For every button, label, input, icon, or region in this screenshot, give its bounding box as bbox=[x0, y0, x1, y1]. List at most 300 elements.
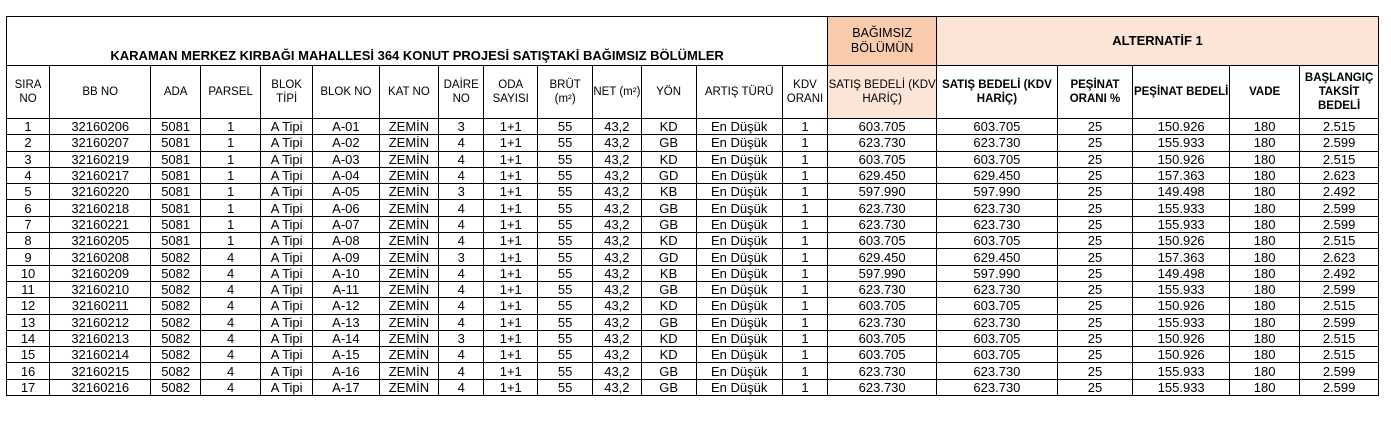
cell-satis-bedeli-bagimsiz: 603.705 bbox=[828, 119, 937, 135]
cell-oda-sayisi: 1+1 bbox=[484, 347, 538, 363]
cell-oda-sayisi: 1+1 bbox=[484, 281, 538, 297]
cell-net: 43,2 bbox=[593, 314, 641, 330]
cell-taksit-bedeli: 2.515 bbox=[1300, 330, 1379, 346]
cell-ada: 5081 bbox=[151, 184, 201, 200]
cell-taksit-bedeli: 2.492 bbox=[1300, 265, 1379, 281]
cell-kat-no: ZEMİN bbox=[379, 347, 438, 363]
cell-sira: 14 bbox=[7, 330, 50, 346]
cell-blok-no: A-12 bbox=[313, 298, 380, 314]
col-header-oda: ODA SAYISI bbox=[484, 66, 538, 119]
cell-pesinat-orani: 25 bbox=[1057, 200, 1132, 216]
cell-vade: 180 bbox=[1230, 265, 1300, 281]
cell-artis-turu: En Düşük bbox=[696, 119, 782, 135]
cell-bb-no: 32160216 bbox=[50, 379, 151, 395]
cell-blok-tipi: A Tipi bbox=[261, 167, 313, 183]
col-header-satis-bagimsiz: SATIŞ BEDELİ (KDV HARİÇ) bbox=[828, 66, 937, 119]
cell-blok-no: A-05 bbox=[313, 184, 380, 200]
cell-brut: 55 bbox=[538, 347, 593, 363]
table-row bbox=[7, 330, 1379, 346]
cell-artis-turu: En Düşük bbox=[696, 281, 782, 297]
cell-pesinat-bedeli: 155.933 bbox=[1133, 135, 1230, 151]
cell-yon: KB bbox=[641, 265, 696, 281]
cell-satis-bedeli-alt: 597.990 bbox=[937, 184, 1058, 200]
table-row bbox=[7, 265, 1379, 281]
cell-satis-bedeli-alt: 623.730 bbox=[937, 363, 1058, 379]
table-row bbox=[7, 379, 1379, 395]
cell-pesinat-bedeli: 157.363 bbox=[1133, 249, 1230, 265]
cell-satis-bedeli-bagimsiz: 623.730 bbox=[828, 135, 937, 151]
cell-artis-turu: En Düşük bbox=[696, 298, 782, 314]
table-row bbox=[7, 119, 1379, 135]
cell-satis-bedeli-alt: 603.705 bbox=[937, 233, 1058, 249]
cell-taksit-bedeli: 2.515 bbox=[1300, 151, 1379, 167]
cell-kat-no: ZEMİN bbox=[379, 200, 438, 216]
cell-vade: 180 bbox=[1230, 167, 1300, 183]
cell-pesinat-orani: 25 bbox=[1057, 281, 1132, 297]
cell-pesinat-bedeli: 150.926 bbox=[1133, 233, 1230, 249]
cell-kdv-orani: 1 bbox=[782, 249, 827, 265]
cell-ada: 5081 bbox=[151, 167, 201, 183]
cell-blok-tipi: A Tipi bbox=[261, 216, 313, 232]
table-row bbox=[7, 151, 1379, 167]
cell-vade: 180 bbox=[1230, 200, 1300, 216]
cell-satis-bedeli-alt: 603.705 bbox=[937, 298, 1058, 314]
cell-taksit-bedeli: 2.599 bbox=[1300, 314, 1379, 330]
cell-sira: 3 bbox=[7, 151, 50, 167]
cell-net: 43,2 bbox=[593, 298, 641, 314]
cell-net: 43,2 bbox=[593, 233, 641, 249]
cell-oda-sayisi: 1+1 bbox=[484, 379, 538, 395]
col-header-blok-no: BLOK NO bbox=[313, 66, 380, 119]
cell-parsel: 1 bbox=[200, 167, 260, 183]
cell-brut: 55 bbox=[538, 265, 593, 281]
cell-artis-turu: En Düşük bbox=[696, 249, 782, 265]
cell-pesinat-orani: 25 bbox=[1057, 135, 1132, 151]
cell-brut: 55 bbox=[538, 200, 593, 216]
cell-daire-no: 4 bbox=[439, 347, 484, 363]
cell-blok-tipi: A Tipi bbox=[261, 330, 313, 346]
table-row bbox=[7, 135, 1379, 151]
cell-sira: 4 bbox=[7, 167, 50, 183]
cell-oda-sayisi: 1+1 bbox=[484, 330, 538, 346]
cell-parsel: 4 bbox=[200, 363, 260, 379]
col-header-kdv: KDV ORANI bbox=[782, 66, 827, 119]
cell-pesinat-bedeli: 157.363 bbox=[1133, 167, 1230, 183]
cell-brut: 55 bbox=[538, 363, 593, 379]
cell-yon: GB bbox=[641, 379, 696, 395]
table-row bbox=[7, 200, 1379, 216]
cell-kdv-orani: 1 bbox=[782, 298, 827, 314]
cell-sira: 11 bbox=[7, 281, 50, 297]
cell-daire-no: 3 bbox=[439, 119, 484, 135]
cell-ada: 5082 bbox=[151, 281, 201, 297]
cell-yon: GD bbox=[641, 249, 696, 265]
cell-pesinat-bedeli: 155.933 bbox=[1133, 314, 1230, 330]
cell-blok-no: A-17 bbox=[313, 379, 380, 395]
cell-taksit-bedeli: 2.515 bbox=[1300, 233, 1379, 249]
cell-pesinat-bedeli: 150.926 bbox=[1133, 330, 1230, 346]
cell-daire-no: 4 bbox=[439, 216, 484, 232]
cell-pesinat-bedeli: 155.933 bbox=[1133, 216, 1230, 232]
cell-sira: 13 bbox=[7, 314, 50, 330]
cell-blok-no: A-01 bbox=[313, 119, 380, 135]
cell-vade: 180 bbox=[1230, 119, 1300, 135]
cell-kdv-orani: 1 bbox=[782, 151, 827, 167]
cell-yon: GB bbox=[641, 200, 696, 216]
cell-sira: 10 bbox=[7, 265, 50, 281]
table-row bbox=[7, 184, 1379, 200]
cell-vade: 180 bbox=[1230, 281, 1300, 297]
cell-satis-bedeli-alt: 603.705 bbox=[937, 119, 1058, 135]
cell-artis-turu: En Düşük bbox=[696, 265, 782, 281]
cell-brut: 55 bbox=[538, 167, 593, 183]
cell-yon: KD bbox=[641, 330, 696, 346]
cell-yon: GB bbox=[641, 363, 696, 379]
col-header-kat: KAT NO bbox=[379, 66, 438, 119]
cell-satis-bedeli-alt: 629.450 bbox=[937, 167, 1058, 183]
cell-parsel: 1 bbox=[200, 216, 260, 232]
cell-sira: 17 bbox=[7, 379, 50, 395]
cell-parsel: 1 bbox=[200, 119, 260, 135]
cell-daire-no: 4 bbox=[439, 281, 484, 297]
cell-satis-bedeli-bagimsiz: 623.730 bbox=[828, 379, 937, 395]
cell-blok-tipi: A Tipi bbox=[261, 314, 313, 330]
col-header-taksit: BAŞLANGIÇ TAKSİT BEDELİ bbox=[1300, 66, 1379, 119]
cell-satis-bedeli-alt: 603.705 bbox=[937, 330, 1058, 346]
cell-kat-no: ZEMİN bbox=[379, 379, 438, 395]
cell-artis-turu: En Düşük bbox=[696, 330, 782, 346]
cell-oda-sayisi: 1+1 bbox=[484, 216, 538, 232]
cell-sira: 5 bbox=[7, 184, 50, 200]
cell-vade: 180 bbox=[1230, 233, 1300, 249]
cell-satis-bedeli-bagimsiz: 629.450 bbox=[828, 249, 937, 265]
cell-kat-no: ZEMİN bbox=[379, 119, 438, 135]
cell-kat-no: ZEMİN bbox=[379, 265, 438, 281]
cell-brut: 55 bbox=[538, 281, 593, 297]
cell-parsel: 1 bbox=[200, 151, 260, 167]
cell-net: 43,2 bbox=[593, 249, 641, 265]
cell-pesinat-bedeli: 155.933 bbox=[1133, 363, 1230, 379]
table-row bbox=[7, 298, 1379, 314]
cell-satis-bedeli-bagimsiz: 623.730 bbox=[828, 216, 937, 232]
cell-daire-no: 3 bbox=[439, 330, 484, 346]
cell-kdv-orani: 1 bbox=[782, 216, 827, 232]
cell-parsel: 4 bbox=[200, 281, 260, 297]
cell-pesinat-orani: 25 bbox=[1057, 363, 1132, 379]
cell-vade: 180 bbox=[1230, 184, 1300, 200]
cell-sira: 12 bbox=[7, 298, 50, 314]
cell-parsel: 4 bbox=[200, 298, 260, 314]
cell-blok-no: A-02 bbox=[313, 135, 380, 151]
cell-ada: 5082 bbox=[151, 298, 201, 314]
cell-blok-tipi: A Tipi bbox=[261, 265, 313, 281]
cell-kat-no: ZEMİN bbox=[379, 216, 438, 232]
cell-pesinat-orani: 25 bbox=[1057, 249, 1132, 265]
cell-brut: 55 bbox=[538, 249, 593, 265]
cell-blok-no: A-15 bbox=[313, 347, 380, 363]
cell-vade: 180 bbox=[1230, 363, 1300, 379]
cell-pesinat-orani: 25 bbox=[1057, 151, 1132, 167]
cell-brut: 55 bbox=[538, 135, 593, 151]
cell-net: 43,2 bbox=[593, 151, 641, 167]
cell-kat-no: ZEMİN bbox=[379, 135, 438, 151]
cell-pesinat-orani: 25 bbox=[1057, 298, 1132, 314]
cell-ada: 5081 bbox=[151, 119, 201, 135]
cell-satis-bedeli-bagimsiz: 603.705 bbox=[828, 347, 937, 363]
cell-kdv-orani: 1 bbox=[782, 184, 827, 200]
cell-sira: 1 bbox=[7, 119, 50, 135]
cell-oda-sayisi: 1+1 bbox=[484, 200, 538, 216]
group-header-alternatif: ALTERNATİF 1 bbox=[937, 17, 1379, 66]
cell-satis-bedeli-alt: 623.730 bbox=[937, 216, 1058, 232]
cell-yon: KD bbox=[641, 119, 696, 135]
cell-bb-no: 32160207 bbox=[50, 135, 151, 151]
cell-blok-no: A-06 bbox=[313, 200, 380, 216]
cell-parsel: 4 bbox=[200, 379, 260, 395]
cell-bb-no: 32160209 bbox=[50, 265, 151, 281]
cell-brut: 55 bbox=[538, 298, 593, 314]
col-header-ada: ADA bbox=[151, 66, 201, 119]
cell-ada: 5081 bbox=[151, 216, 201, 232]
cell-blok-no: A-08 bbox=[313, 233, 380, 249]
cell-parsel: 1 bbox=[200, 184, 260, 200]
cell-vade: 180 bbox=[1230, 379, 1300, 395]
cell-kat-no: ZEMİN bbox=[379, 314, 438, 330]
cell-oda-sayisi: 1+1 bbox=[484, 119, 538, 135]
cell-satis-bedeli-bagimsiz: 603.705 bbox=[828, 151, 937, 167]
cell-pesinat-bedeli: 155.933 bbox=[1133, 200, 1230, 216]
cell-artis-turu: En Düşük bbox=[696, 167, 782, 183]
cell-satis-bedeli-bagimsiz: 597.990 bbox=[828, 265, 937, 281]
cell-blok-tipi: A Tipi bbox=[261, 379, 313, 395]
cell-net: 43,2 bbox=[593, 119, 641, 135]
cell-daire-no: 4 bbox=[439, 298, 484, 314]
cell-parsel: 4 bbox=[200, 314, 260, 330]
cell-kat-no: ZEMİN bbox=[379, 330, 438, 346]
cell-satis-bedeli-bagimsiz: 597.990 bbox=[828, 184, 937, 200]
cell-blok-tipi: A Tipi bbox=[261, 363, 313, 379]
cell-yon: KD bbox=[641, 298, 696, 314]
col-header-yon: YÖN bbox=[641, 66, 696, 119]
cell-daire-no: 4 bbox=[439, 379, 484, 395]
cell-pesinat-bedeli: 150.926 bbox=[1133, 298, 1230, 314]
cell-taksit-bedeli: 2.599 bbox=[1300, 216, 1379, 232]
col-header-pesinat-bedeli: PEŞİNAT BEDELİ bbox=[1133, 66, 1230, 119]
cell-artis-turu: En Düşük bbox=[696, 200, 782, 216]
cell-blok-tipi: A Tipi bbox=[261, 200, 313, 216]
cell-daire-no: 4 bbox=[439, 200, 484, 216]
cell-brut: 55 bbox=[538, 119, 593, 135]
cell-pesinat-bedeli: 150.926 bbox=[1133, 119, 1230, 135]
cell-yon: KD bbox=[641, 151, 696, 167]
cell-pesinat-orani: 25 bbox=[1057, 233, 1132, 249]
cell-blok-tipi: A Tipi bbox=[261, 347, 313, 363]
cell-satis-bedeli-bagimsiz: 603.705 bbox=[828, 233, 937, 249]
cell-yon: KD bbox=[641, 347, 696, 363]
cell-brut: 55 bbox=[538, 216, 593, 232]
cell-pesinat-orani: 25 bbox=[1057, 167, 1132, 183]
cell-brut: 55 bbox=[538, 379, 593, 395]
cell-blok-tipi: A Tipi bbox=[261, 281, 313, 297]
cell-taksit-bedeli: 2.515 bbox=[1300, 347, 1379, 363]
cell-brut: 55 bbox=[538, 184, 593, 200]
cell-brut: 55 bbox=[538, 233, 593, 249]
cell-oda-sayisi: 1+1 bbox=[484, 314, 538, 330]
cell-daire-no: 4 bbox=[439, 314, 484, 330]
table-row bbox=[7, 363, 1379, 379]
cell-pesinat-orani: 25 bbox=[1057, 314, 1132, 330]
cell-net: 43,2 bbox=[593, 265, 641, 281]
cell-net: 43,2 bbox=[593, 167, 641, 183]
cell-satis-bedeli-bagimsiz: 629.450 bbox=[828, 167, 937, 183]
cell-sira: 7 bbox=[7, 216, 50, 232]
table-row bbox=[7, 249, 1379, 265]
cell-bb-no: 32160214 bbox=[50, 347, 151, 363]
cell-net: 43,2 bbox=[593, 135, 641, 151]
cell-satis-bedeli-bagimsiz: 623.730 bbox=[828, 281, 937, 297]
cell-ada: 5082 bbox=[151, 363, 201, 379]
cell-blok-no: A-16 bbox=[313, 363, 380, 379]
cell-parsel: 4 bbox=[200, 330, 260, 346]
cell-kat-no: ZEMİN bbox=[379, 167, 438, 183]
cell-vade: 180 bbox=[1230, 298, 1300, 314]
cell-satis-bedeli-alt: 623.730 bbox=[937, 200, 1058, 216]
cell-satis-bedeli-bagimsiz: 603.705 bbox=[828, 330, 937, 346]
cell-pesinat-bedeli: 155.933 bbox=[1133, 281, 1230, 297]
cell-satis-bedeli-alt: 623.730 bbox=[937, 281, 1058, 297]
cell-bb-no: 32160219 bbox=[50, 151, 151, 167]
cell-taksit-bedeli: 2.599 bbox=[1300, 379, 1379, 395]
cell-pesinat-bedeli: 149.498 bbox=[1133, 265, 1230, 281]
cell-bb-no: 32160218 bbox=[50, 200, 151, 216]
cell-satis-bedeli-bagimsiz: 623.730 bbox=[828, 314, 937, 330]
cell-ada: 5082 bbox=[151, 314, 201, 330]
cell-kdv-orani: 1 bbox=[782, 363, 827, 379]
cell-taksit-bedeli: 2.599 bbox=[1300, 135, 1379, 151]
table-row bbox=[7, 167, 1379, 183]
cell-taksit-bedeli: 2.599 bbox=[1300, 200, 1379, 216]
cell-oda-sayisi: 1+1 bbox=[484, 363, 538, 379]
cell-sira: 6 bbox=[7, 200, 50, 216]
cell-net: 43,2 bbox=[593, 363, 641, 379]
cell-blok-tipi: A Tipi bbox=[261, 119, 313, 135]
cell-taksit-bedeli: 2.515 bbox=[1300, 298, 1379, 314]
sales-table-wrapper bbox=[6, 16, 1379, 396]
cell-ada: 5081 bbox=[151, 200, 201, 216]
cell-pesinat-orani: 25 bbox=[1057, 265, 1132, 281]
col-header-net: NET (m²) bbox=[593, 66, 641, 119]
cell-oda-sayisi: 1+1 bbox=[484, 184, 538, 200]
cell-ada: 5082 bbox=[151, 347, 201, 363]
cell-kdv-orani: 1 bbox=[782, 281, 827, 297]
cell-kdv-orani: 1 bbox=[782, 135, 827, 151]
cell-kdv-orani: 1 bbox=[782, 379, 827, 395]
cell-blok-no: A-03 bbox=[313, 151, 380, 167]
cell-bb-no: 32160221 bbox=[50, 216, 151, 232]
cell-kat-no: ZEMİN bbox=[379, 151, 438, 167]
cell-pesinat-orani: 25 bbox=[1057, 184, 1132, 200]
cell-yon: GB bbox=[641, 216, 696, 232]
cell-brut: 55 bbox=[538, 314, 593, 330]
cell-blok-no: A-11 bbox=[313, 281, 380, 297]
cell-net: 43,2 bbox=[593, 200, 641, 216]
cell-kdv-orani: 1 bbox=[782, 119, 827, 135]
cell-taksit-bedeli: 2.623 bbox=[1300, 167, 1379, 183]
cell-yon: KB bbox=[641, 184, 696, 200]
cell-kat-no: ZEMİN bbox=[379, 249, 438, 265]
table-title: KARAMAN MERKEZ KIRBAĞI MAHALLESİ 364 KONUT PROJESİ SATIŞTAKİ BAĞIMSIZ BÖLÜMLER bbox=[7, 17, 828, 66]
cell-sira: 8 bbox=[7, 233, 50, 249]
cell-parsel: 1 bbox=[200, 233, 260, 249]
cell-blok-no: A-09 bbox=[313, 249, 380, 265]
cell-pesinat-orani: 25 bbox=[1057, 216, 1132, 232]
cell-blok-no: A-14 bbox=[313, 330, 380, 346]
cell-net: 43,2 bbox=[593, 330, 641, 346]
cell-satis-bedeli-alt: 603.705 bbox=[937, 347, 1058, 363]
cell-ada: 5081 bbox=[151, 151, 201, 167]
cell-sira: 15 bbox=[7, 347, 50, 363]
cell-oda-sayisi: 1+1 bbox=[484, 298, 538, 314]
cell-bb-no: 32160217 bbox=[50, 167, 151, 183]
cell-ada: 5081 bbox=[151, 135, 201, 151]
cell-ada: 5081 bbox=[151, 233, 201, 249]
cell-bb-no: 32160215 bbox=[50, 363, 151, 379]
cell-net: 43,2 bbox=[593, 216, 641, 232]
cell-blok-tipi: A Tipi bbox=[261, 184, 313, 200]
cell-satis-bedeli-alt: 603.705 bbox=[937, 151, 1058, 167]
cell-yon: GB bbox=[641, 281, 696, 297]
col-header-vade: VADE bbox=[1230, 66, 1300, 119]
cell-artis-turu: En Düşük bbox=[696, 347, 782, 363]
cell-sira: 16 bbox=[7, 363, 50, 379]
cell-bb-no: 32160212 bbox=[50, 314, 151, 330]
cell-parsel: 1 bbox=[200, 135, 260, 151]
cell-pesinat-bedeli: 149.498 bbox=[1133, 184, 1230, 200]
cell-oda-sayisi: 1+1 bbox=[484, 233, 538, 249]
col-header-parsel: PARSEL bbox=[200, 66, 260, 119]
col-header-bb: BB NO bbox=[50, 66, 151, 119]
cell-oda-sayisi: 1+1 bbox=[484, 167, 538, 183]
cell-parsel: 4 bbox=[200, 249, 260, 265]
table-row bbox=[7, 281, 1379, 297]
col-header-brut: BRÜT (m²) bbox=[538, 66, 593, 119]
cell-sira: 9 bbox=[7, 249, 50, 265]
cell-artis-turu: En Düşük bbox=[696, 184, 782, 200]
cell-bb-no: 32160211 bbox=[50, 298, 151, 314]
col-header-pesinat-orani: PEŞİNAT ORANI % bbox=[1057, 66, 1132, 119]
cell-taksit-bedeli: 2.515 bbox=[1300, 119, 1379, 135]
cell-kdv-orani: 1 bbox=[782, 330, 827, 346]
cell-oda-sayisi: 1+1 bbox=[484, 265, 538, 281]
cell-vade: 180 bbox=[1230, 151, 1300, 167]
cell-vade: 180 bbox=[1230, 330, 1300, 346]
cell-kdv-orani: 1 bbox=[782, 233, 827, 249]
cell-satis-bedeli-bagimsiz: 623.730 bbox=[828, 200, 937, 216]
cell-daire-no: 4 bbox=[439, 135, 484, 151]
cell-daire-no: 3 bbox=[439, 184, 484, 200]
cell-satis-bedeli-alt: 623.730 bbox=[937, 379, 1058, 395]
cell-oda-sayisi: 1+1 bbox=[484, 249, 538, 265]
cell-yon: GB bbox=[641, 135, 696, 151]
cell-net: 43,2 bbox=[593, 281, 641, 297]
cell-artis-turu: En Düşük bbox=[696, 135, 782, 151]
cell-ada: 5082 bbox=[151, 265, 201, 281]
cell-vade: 180 bbox=[1230, 249, 1300, 265]
cell-kdv-orani: 1 bbox=[782, 347, 827, 363]
cell-daire-no: 4 bbox=[439, 233, 484, 249]
cell-pesinat-orani: 25 bbox=[1057, 330, 1132, 346]
cell-pesinat-orani: 25 bbox=[1057, 379, 1132, 395]
